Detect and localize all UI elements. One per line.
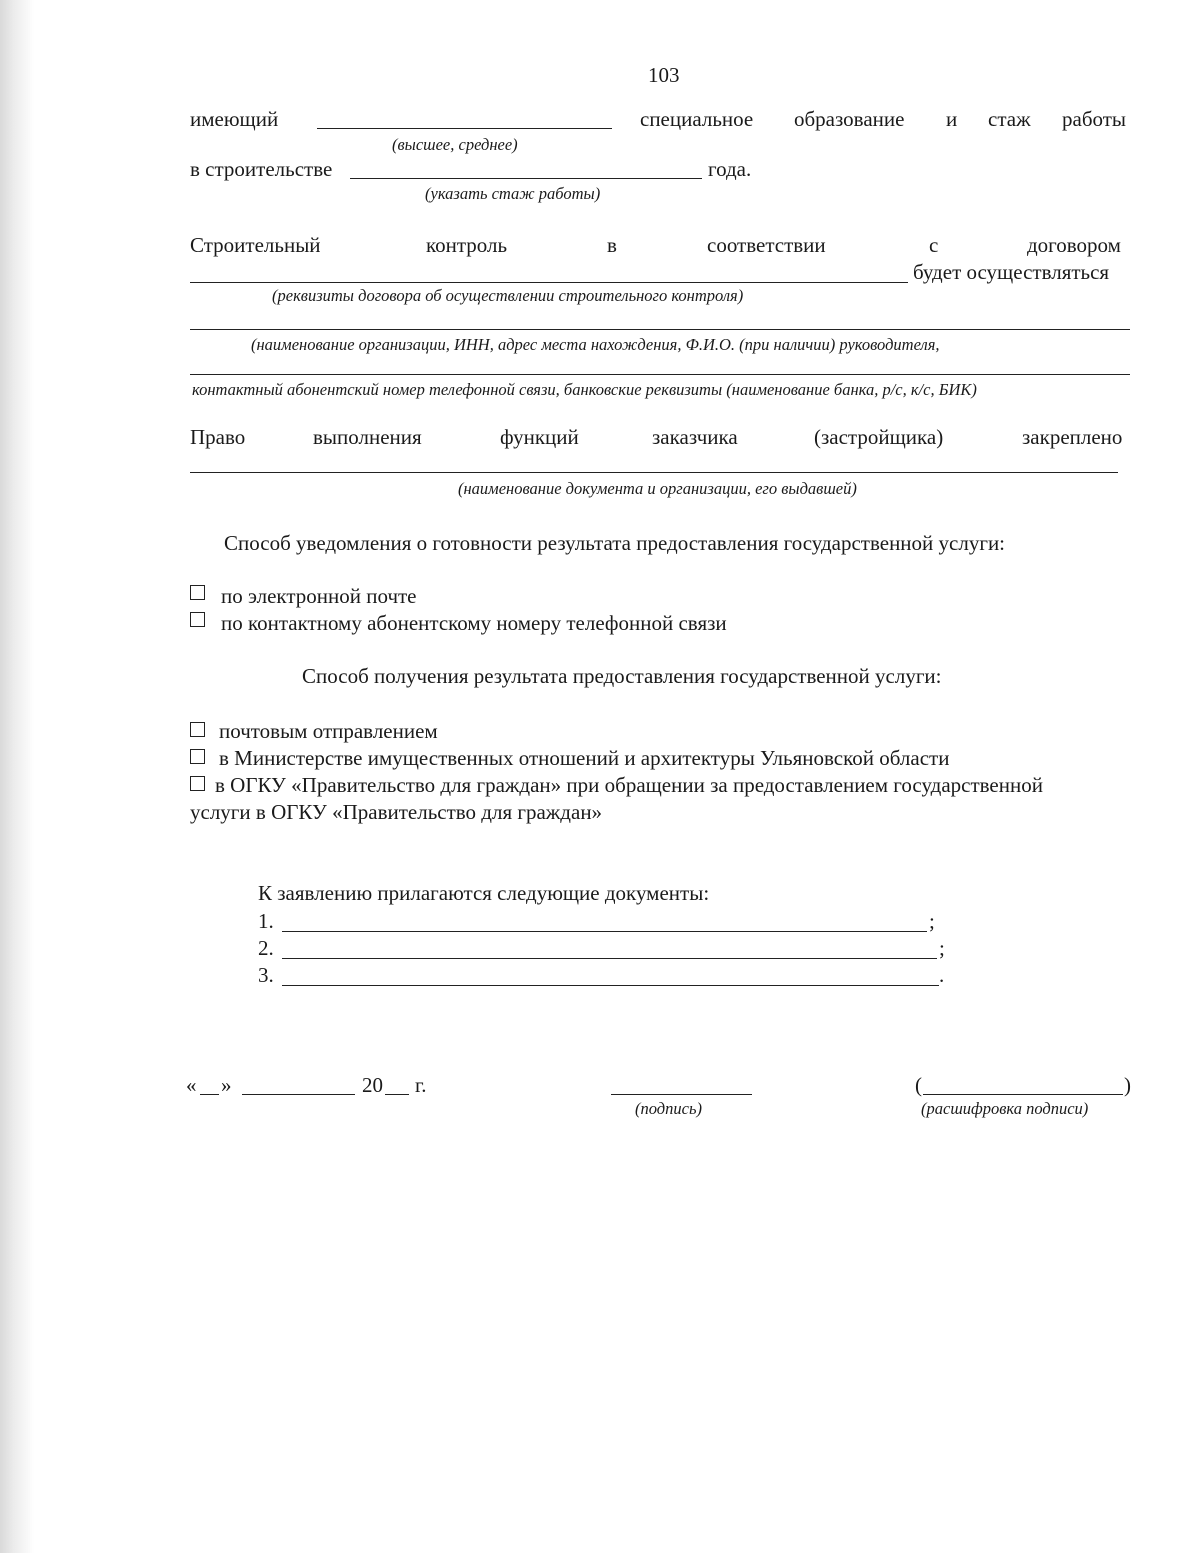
attachment-2-end: ; bbox=[939, 936, 945, 960]
date-quote-close: » bbox=[221, 1073, 232, 1097]
right-word-1: Право bbox=[190, 425, 246, 449]
right-word-4: заказчика bbox=[652, 425, 738, 449]
attachment-2-field[interactable] bbox=[282, 958, 937, 959]
receive-ministry-label: в Министерстве имущественных отношений и архитектуры Ульяновской области bbox=[219, 746, 950, 770]
attachment-1-end: ; bbox=[929, 909, 935, 933]
notify-phone-checkbox[interactable] bbox=[190, 612, 205, 627]
page-number: 103 bbox=[648, 63, 680, 87]
organization-contacts-field[interactable] bbox=[190, 374, 1130, 375]
receive-heading: Способ получения результата предоставления государственной услуги: bbox=[302, 664, 942, 688]
education-word-work: работы bbox=[1062, 107, 1127, 131]
control-word-1: Строительный bbox=[190, 233, 321, 257]
education-level-field[interactable] bbox=[317, 128, 612, 129]
right-word-5: (застройщика) bbox=[814, 425, 944, 449]
control-word-5: с bbox=[929, 233, 939, 257]
signature-decoding-field[interactable] bbox=[923, 1094, 1123, 1095]
receive-post-checkbox[interactable] bbox=[190, 722, 205, 737]
attachment-3-field[interactable] bbox=[282, 985, 939, 986]
document-organization-hint: (наименование документа и организации, его выдавшей) bbox=[458, 479, 857, 498]
contract-details-hint: (реквизиты договора об осуществлении строительного контроля) bbox=[272, 286, 744, 305]
signature-decoding-hint: (расшифровка подписи) bbox=[921, 1099, 1089, 1118]
date-year-suffix: г. bbox=[415, 1073, 427, 1097]
notify-phone-label: по контактному абонентскому номеру телефонной связи bbox=[221, 611, 727, 635]
control-word-3: в bbox=[607, 233, 617, 257]
receive-ministry-checkbox[interactable] bbox=[190, 749, 205, 764]
attachment-1-field[interactable] bbox=[282, 931, 927, 932]
education-word-education: образование bbox=[794, 107, 905, 131]
notify-email-checkbox[interactable] bbox=[190, 585, 205, 600]
organization-field[interactable] bbox=[190, 329, 1130, 330]
education-word-and: и bbox=[946, 107, 958, 131]
signature-field[interactable] bbox=[611, 1094, 752, 1095]
date-year-prefix: 20 bbox=[362, 1073, 383, 1097]
decoding-paren-open: ( bbox=[915, 1073, 922, 1097]
right-word-3: функций bbox=[500, 425, 579, 449]
receive-ogku-label-cont: услуги в ОГКУ «Правительство для граждан» bbox=[190, 800, 603, 824]
education-word-having: имеющий bbox=[190, 107, 279, 131]
date-year-field[interactable] bbox=[385, 1094, 409, 1095]
attachments-heading: К заявлению прилагаются следующие документы: bbox=[258, 881, 710, 905]
right-word-2: выполнения bbox=[313, 425, 422, 449]
contract-details-field[interactable] bbox=[190, 282, 908, 283]
attachment-1-number: 1. bbox=[258, 909, 274, 933]
receive-ogku-checkbox[interactable] bbox=[190, 776, 205, 791]
notify-heading: Способ уведомления о готовности результата предоставления государственной услуги: bbox=[224, 531, 1006, 555]
date-quote-open: « bbox=[186, 1073, 197, 1097]
education-level-hint: (высшее, среднее) bbox=[392, 135, 518, 154]
receive-post-label: почтовым отправлением bbox=[219, 719, 438, 743]
experience-years-field[interactable] bbox=[350, 178, 702, 179]
education-word-experience: стаж bbox=[988, 107, 1031, 131]
organization-contacts-hint: контактный абонентский номер телефонной связи, банковские реквизиты (наименование банка, р/с, к/с, БИК) bbox=[192, 380, 977, 399]
scan-edge-shadow bbox=[0, 0, 34, 1553]
education-years: года. bbox=[708, 157, 752, 181]
decoding-paren-close: ) bbox=[1124, 1073, 1131, 1097]
attachment-2-number: 2. bbox=[258, 936, 274, 960]
education-word-special: специальное bbox=[640, 107, 754, 131]
date-day-field[interactable] bbox=[200, 1094, 219, 1095]
notify-email-label: по электронной почте bbox=[221, 584, 417, 608]
education-in-construction: в строительстве bbox=[190, 157, 333, 181]
control-word-6: договором bbox=[1027, 233, 1121, 257]
signature-hint: (подпись) bbox=[635, 1099, 702, 1118]
control-word-2: контроль bbox=[426, 233, 508, 257]
experience-hint: (указать стаж работы) bbox=[425, 184, 601, 203]
attachment-3-end: . bbox=[939, 963, 945, 987]
document-organization-field[interactable] bbox=[190, 472, 1118, 473]
date-month-field[interactable] bbox=[242, 1094, 355, 1095]
right-word-6: закреплено bbox=[1022, 425, 1123, 449]
attachment-3-number: 3. bbox=[258, 963, 274, 987]
control-word-4: соответствии bbox=[707, 233, 826, 257]
receive-ogku-label: в ОГКУ «Правительство для граждан» при обращении за предоставлением государственной bbox=[215, 773, 1043, 797]
control-will-be: будет осуществляться bbox=[913, 260, 1110, 284]
organization-hint: (наименование организации, ИНН, адрес места нахождения, Ф.И.О. (при наличии) руководителя, bbox=[251, 335, 940, 354]
